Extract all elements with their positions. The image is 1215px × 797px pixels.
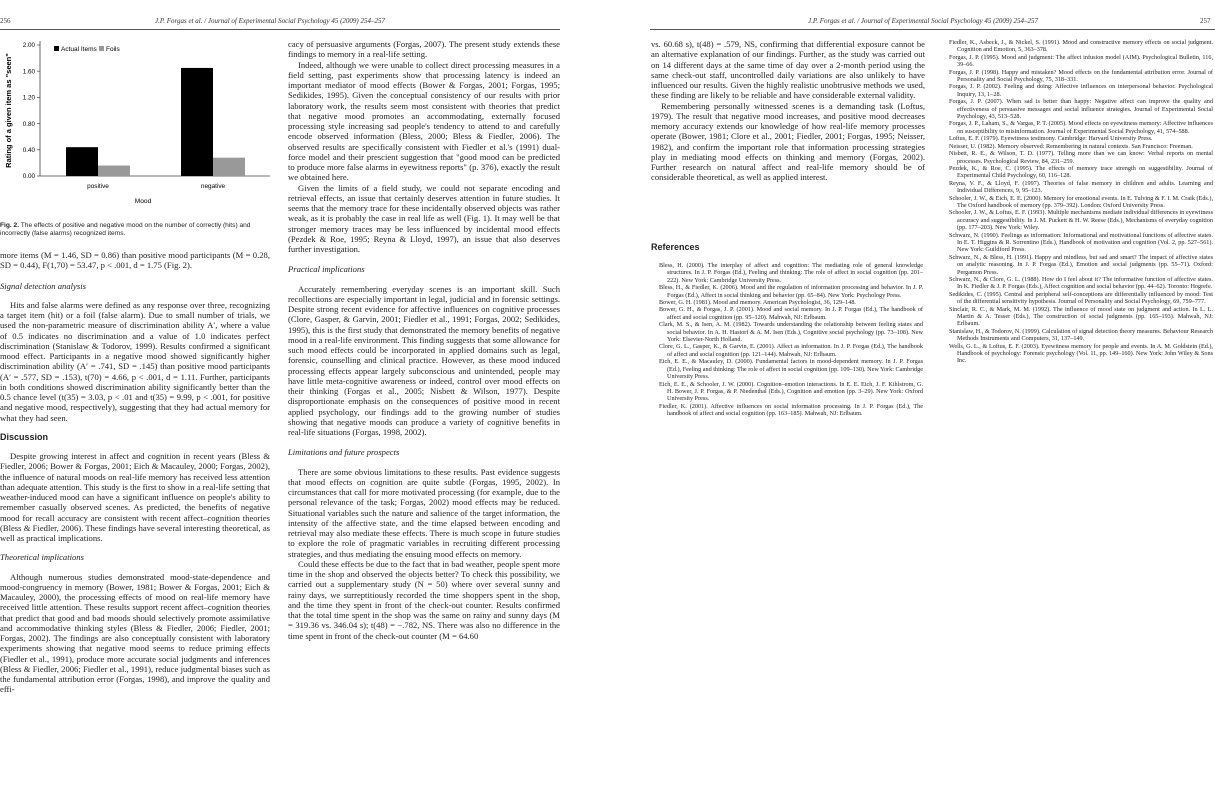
- paragraph-continued: cacy of persuasive arguments (Forgas, 2007). The present study extends these findings to memory in a real-life setting.: [288, 39, 560, 60]
- reference-entry: Clark, M. S., & Isen, A. M. (1982). Towards understanding the relationship between feeling states and social behavior. In A. H. Hastorf & A. M. Isen (Eds.), Cognitive social psychology (pp. 73–108). New York: Elsevier-North Holland.: [659, 321, 923, 344]
- paragraph-signal-detection: Hits and false alarms were defined as any response over three, recognizing a target item (hit) or a foil (false alarm). Due to small number of trials, we used the non-parametric measure of discrimination ability A′, where a value of 0.5 indicates no discrimination and a value of 1.0 indicates perfect discrimination (Stanislaw & Todorov, 1999). Results confirmed a significant mood effect. Participants in a negative mood showed significantly higher discrimination ability (A′ = .741, SD = .145) than positive mood participants (A′ = .577, SD = .153), t(70) = 4.66, p < .001, d = 1.11. Further, participants in both conditions showed discrimination ability significantly better than the 0.5 chance level (t(35) = 3.03, p < .01 and t(35) = 9.99, p < .001, for positive and negative mood, respectively), suggesting that they had actual memory for what they had seen.: [0, 299, 270, 423]
- reference-entry: Fiedler, K. (2001). Affective influences on social information processing. In J. P. Forgas (Ed.), The handbook of affect and social cognition (pp. 163–185). Mahwah, NJ: Erlbaum.: [659, 402, 923, 418]
- reference-entry: Forgas, J. P. (2007). When sad is better than happy: Negative affect can improve the quality and effectiveness of persuasive messages and social influence strategies. Journal of Experimental Social Psychology, 43, 513–528.: [949, 98, 1213, 121]
- references-column-2: [941, 39, 1213, 365]
- left-column-1: [0, 250, 270, 695]
- heading-discussion: Discussion: [0, 431, 49, 442]
- reference-entry: Bower, G. H., & Forgas, J. P. (2001). Mood and social memory. In J. P. Forgas (Ed.), The handbook of affect and social cognition (pp. 95–120). Mahwah, NJ: Erlbaum.: [659, 306, 923, 321]
- y-tick-label: 1.60: [22, 68, 35, 76]
- paragraph-theoretical: Although numerous studies demonstrated mood-state-dependence and mood-congruency in memory (Bower, 1981; Bower & Forgas, 2001; Eich & Macauley, 2000), the processing effects of mood on real-life memory have received little attention. These results support recent affect–cognition theories that predict that good and bad moods should selectively promote assimilative and accommodative thinking styles (Bless & Fiedler, 2006; Fiedler, 2001; Forgas, 2002). The findings are also conceptually consistent with laboratory experiments showing that negative mood seems to reduce priming effects (Fiedler et al., 1991), produce more accurate social judgments and inferences (Bless & Fiedler, 2006; Fiedler et al., 1991), reduce judgmental biases such as the fundamental attribution error (Forgas, 1998), and improve the quality and effi-: [0, 571, 270, 695]
- figure-2: [0, 35, 278, 220]
- reference-entry: Schooler, J. W., & Loftus, E. F. (1993). Multiple mechanisms mediate individual differences in eyewitness accuracy and suggestibility. In J. M. Puckett & H. W. Reese (Eds.), Mechanisms of everyday cognition (pp. 177–203). New York: Wiley.: [949, 209, 1213, 232]
- figure-caption: [0, 222, 270, 238]
- y-tick-label: 0.00: [22, 173, 35, 181]
- paragraph-exposure: vs. 60.68 s), t(48) = .579, NS, confirming that differential exposure cannot be an alternative explanation of our findings. Further, as the study was carried out on 14 different days at the same time of day over a 2-month period using the same check-out staff, uncontrolled daily variations are also unlikely to have influenced our results. Given the highly realistic unobtrusive methods we used, these finding are likely to be reliable and have considerable external validity.: [651, 39, 925, 101]
- page-number-left: 256: [0, 17, 11, 25]
- reference-entry: Bower, G. H. (1981). Mood and memory. American Psychologist, 36, 129–148.: [659, 299, 856, 307]
- legend-label: Foils: [106, 46, 120, 53]
- legend-swatch: [54, 46, 59, 51]
- reference-entry: Schwarz, N., & Bless, H. (1991). Happy and mindless, but sad and smart? The impact of affective states on analytic reasoning. In J. P. Forgas (Ed.), Emotion and social judgments (pp. 55–71). Oxford: Pergamon Press.: [949, 253, 1213, 276]
- reference-entry: Forgas, J. P., Laham, S., & Vargas, P. T. (2005). Mood effects on eyewitness memory: Affective influences on susceptibility to misinformation. Journal of Experimental Social Psychology, 41, 574–588.: [949, 120, 1213, 135]
- paragraph-processing: Indeed, although we were unable to collect direct processing measures in a field setting, past experiments show that processing latency is indeed an important mediator of mood effects (Bower & Forgas, 2001; Forgas, 1995; Sedikides, 1995). Given the conceptual consistency of our results with prior laboratory work, the results seem most consistent with theories that predict that negative mood promotes an accommodating, externally focused processing style increasing sad people's tendency to attend to and carefully encode observed information (Bless, 2000; Bless & Fiedler, 2006). The observed results are specifically consistent with Fiedler et al.'s (1991) dual-force model and their prescient suggestion that "good mood can be predicted to produce more false alarms in eyewitness reports" (p. 376), exactly the result we obtained here.: [288, 59, 560, 183]
- y-tick-label: 0.80: [22, 120, 35, 128]
- paragraph-remembering: Remembering personally witnessed scenes is a demanding task (Loftus, 1979). The result that negative mood increases, and positive mood decreases memory accuracy extends our knowledge of how real-life memory processes operate (Bower, 1981; Clore et al., 2001; Fiedler, 2001; Forgas, 1995; Neisser, 1982), and confirm the important role that information processing strategies play in mediating mood effects on thinking and memory (Forgas, 2002). Further research on natural affect and real-life memory should be of considerable theoretical, as well as applied interest.: [651, 100, 925, 183]
- paragraph-weather: Could these effects be due to the fact that in bad weather, people spent more time in the shop and observed the objects better? To check this possibility, we carried out a supplementary study (N = 50) where over several sunny and rainy days, we surreptitiously recorded the time shoppers spent in the shop, and the time they spent in front of the check-out counter. Results confirmed that the total time spent in the shop was the same on rainy and sunny days (M = 319.36 vs. 346.04 s); t(48) = −.782, NS. There was also no difference in the time spent in front of the check-out counter (M = 64.60: [288, 558, 560, 641]
- x-category-label: positive: [87, 183, 109, 190]
- right-column-1: [651, 39, 925, 183]
- legend-label: Actual Items: [61, 46, 97, 53]
- reference-entry: Eich, E. E., & Macauley, D. (2000). Fundamental factors in mood-dependent memory. In J. P. Forgas (Ed.), Feeling and thinking: The role of affect in social cognition (pp. 109–130). New York: Cambridge University Press.: [659, 358, 923, 381]
- y-tick-label: 1.20: [22, 94, 35, 102]
- heading-theoretical: Theoretical implications: [0, 552, 84, 563]
- reference-entry: Neisser, U. (1982). Memory observed: Remembering in natural contexts. San Francisco: Freeman.: [949, 142, 1193, 150]
- reference-entry: Loftus, E. F. (1979). Eyewitness testimony. Cambridge: Harvard University Press.: [949, 135, 1153, 143]
- heading-limitations: Limitations and future prospects: [288, 447, 400, 458]
- reference-entry: Schwarz, N., & Clore, G. L. (1988). How do I feel about it? The informative function of affective states. In K. Fiedler & J. P. Forgas (Eds.), Affect cognition and social behavior (pp. 44–62). Toronto: Hogrefe.: [949, 276, 1213, 291]
- reference-entry: Bless, H., & Fiedler, K. (2006). Mood and the regulation of information processing and behavior. In J. P. Forgas (Ed.), Affect in social thinking and behavior (pp. 65–84). New York: Psychology Press.: [659, 284, 923, 299]
- reference-entry: Schooler, J. W., & Eich, E. E. (2000). Memory for emotional events. In E. Tulving & F. I. M. Craik (Eds.), The Oxford handbook of memory (pp. 379–392). London: Oxford University Press.: [949, 194, 1213, 209]
- header-rule-right: [650, 29, 1215, 30]
- reference-entry: Forgas, J. P. (1995). Mood and judgment: The affect infusion model (AIM). Psychological Bulletin, 116, 39–66.: [949, 53, 1213, 69]
- heading-signal-detection: Signal detection analysis: [0, 280, 86, 291]
- paragraph-results: more items (M = 1.46, SD = 0.86) than positive mood participants (M = 0.28, SD = 0.44), F(1,70) = 53.47, p < .001, d = 1.75 (Fig. 2).: [0, 250, 270, 271]
- running-head-right: J.P. Forgas et al. / Journal of Experimental Social Psychology 45 (2009) 254–257: [808, 17, 1038, 25]
- paragraph-practical: Accurately remembering everyday scenes is an important skill. Such recollections are especially important in legal, judicial and in forensic settings. Despite strong recent evidence for affective influences on cognitive processes (Clore, Gasper, & Garvin, 2001; Fiedler et al., 1991; Forgas, 2002; Sedikides, 1995), this is the first study that demonstrated the memory benefits of negative mood in a real-life environment. This finding suggests that some allowance for such mood effects could be incorporated in applied domains such as legal, forensic, counselling and clinical practice. However, as these mood induced processing effects appear largely subconscious and unintended, people may have little meta-cognitive awareness or indeed, control over mood effects on their thinking (Forgas et al., 2005; Nisbett & Wilson, 1977). Despite disproportionate emphasis on the consequences of positive mood in recent applied psychology, our findings add to the growing number of studies showing that negative moods can produce a variety of cognitive benefits in real-life situations (Forgas, 1998, 2002).: [288, 283, 560, 437]
- header-rule-left: [0, 29, 560, 30]
- figure-caption-label: Fig. 2.: [0, 222, 20, 229]
- reference-entry: Fiedler, K., Asbeck, J., & Nickel, S. (1991). Mood and constructive memory effects on social judgment. Cognition and Emotion, 5, 363–378.: [949, 39, 1213, 54]
- left-column-2: [288, 39, 560, 641]
- y-tick-label: 0.40: [22, 147, 35, 154]
- bar-negative-foils: [213, 158, 245, 176]
- y-axis-label: Rating of a given item as "seen": [4, 53, 13, 168]
- reference-entry: Nisbett, R. E., & Wilson, T. D. (1977). Telling more than we can know: Verbal reports on mental processes. Psychological Review, 84, 231–259.: [949, 150, 1213, 165]
- reference-entry: Eich, E. E., & Schooler, J. W. (2000). Cognition–emotion interactions. In E. E. Eich, J. F. Kihlstrom, G. H. Bower, J. P. Forgas, & P. Niedenthal (Eds.), Cognition and emotion (pp. 3–29). New York: Oxford University Press.: [659, 380, 923, 403]
- references-column-1: [651, 262, 923, 418]
- paragraph-discussion: Despite growing interest in affect and cognition in recent years (Bless & Fiedler, 2006; Bower & Forgas, 2001; Eich & Macauley, 2000; Forgas, 2002), the influence of natural moods on real-life memory has received less attention than adequate attention. This study is the first to show in a real-life setting that weather-induced mood can have a significant influence on people's ability to remember casually observed scenes. As predicted, the benefits of negative mood for recall accuracy are consistent with recent affect–cognition theories (Bless & Fiedler, 2006). These findings have several interesting theoretical, as well as practical implications.: [0, 451, 270, 543]
- reference-entry: Stanislaw, H., & Todorov, N. (1999). Calculation of signal detection theory measures. Behaviour Research Methods Instruments and Computers, 31, 137–149.: [949, 327, 1213, 343]
- heading-practical: Practical implications: [288, 264, 365, 275]
- reference-entry: Forgas, J. P. (1998). Happy and mistaken? Mood effects on the fundamental attribution error. Journal of Personality and Social Psychology, 75, 318–331.: [949, 68, 1213, 84]
- reference-entry: Bless, H. (2000). The interplay of affect and cognition: The mediating role of general knowledge structures. In J. P. Forgas (Ed.), Feeling and thinking: The role of affect in social cognition (pp. 201–222). New York: Cambridge University Press.: [659, 262, 923, 284]
- reference-entry: Reyna, V. F., & Lloyd, F. (1997). Theories of false memory in children and adults. Learning and Individual Differences, 9, 95–123.: [949, 179, 1213, 195]
- running-head-left: J.P. Forgas et al. / Journal of Experimental Social Psychology 45 (2009) 254–257: [155, 17, 385, 25]
- reference-entry: Schwarz, N. (1990). Feelings as information: Informational and motivational functions of affective states. In E. T. Higgins & R. Sorrentino (Eds.), Handbook of motivation and cognition (Vol. 2, pp. 527–561). New York: Guildford Press.: [949, 231, 1213, 254]
- legend-swatch: [99, 46, 104, 51]
- paragraph-field-study: Given the limits of a field study, we could not separate encoding and retrieval effects, an issue that certainly deserves attention in future studies. It seems that the memory trace for these incidentally observed objects was rather weak, as it is probably the case in real life as well (Fig. 1). It may well be that stronger memory traces may be less influenced by incidental mood effects (Pezdek & Roe, 1995; Reyna & Lloyd, 1997), an issue that also deserves further investigation.: [288, 182, 560, 254]
- bar-chart: [0, 35, 278, 215]
- reference-entry: Clore, G. L., Gasper, K., & Garvin, E. (2001). Affect as information. In J. P. Forgas (Ed.), The handbook of affect and social cognition (pp. 121–144). Mahwah, NJ: Erlbaum.: [659, 343, 923, 358]
- heading-references: References: [651, 242, 700, 252]
- x-category-label: negative: [200, 183, 226, 190]
- reference-entry: Pezdek, K., & Roe, C. (1995). The effects of memory trace strength on suggestibility. Journal of Experimental Child Psychology, 60, 116–128.: [949, 164, 1213, 180]
- x-axis-label: Mood: [134, 198, 152, 205]
- reference-entry: Forgas, J. P. (2002). Feeling and doing: Affective influences on interpersonal behavior. Psychological Inquiry, 13, 1–28.: [949, 83, 1213, 98]
- page-number-right: 257: [1200, 17, 1211, 25]
- y-tick-label: 2.00: [22, 42, 35, 50]
- bar-positive-foils: [98, 166, 130, 176]
- bar-positive-actual-items: [66, 147, 98, 176]
- reference-entry: Wells, G. L., & Loftus, E. F. (2003). Eyewitness memory for people and events. In A. M. Goldstein (Ed.), Handbook of psychology: Forensic psychology (Vol. 11, pp. 149–160). New York: John Wiley & Sons Inc.: [949, 342, 1213, 365]
- reference-entry: Sinclair, R. C., & Mark, M. M. (1992). The influence of mood state on judgment and action. In L. L. Martin & A. Tesser (Eds.), The construction of social judgments (pp. 165–193). Mahwah, NJ: Erlbaum.: [949, 305, 1213, 328]
- bar-negative-actual-items: [181, 68, 213, 176]
- reference-entry: Sedikides, C. (1995). Central and peripheral self-conceptions are differentially influenced by mood: Test of the differential sensitivity hypothesis. Journal of Personality and Social Psychology, 69, 759–777.: [949, 290, 1213, 306]
- figure-caption-text: The effects of positive and negative mood on the number of correctly (hits) and incorrectly (false alarms) recognized items.: [0, 222, 251, 237]
- paragraph-limitations: There are some obvious limitations to these results. Past evidence suggests that mood effects on cognition are quite subtle (Forgas, 1995, 2002). In circumstances that call for more motivated processing (for example, due to the personal relevance of the task; Forgas, 2002) mood effects may be reduced. Situational variables such the nature and salience of the target information, the intensity of the affective state, and the time elapsed between encoding and retrieval may also mediate these effects. There is much scope in future studies to explore the role of pragmatic variables in recruiting different processing strategies, and thus mediating the ensuing mood effects on memory.: [288, 466, 560, 559]
